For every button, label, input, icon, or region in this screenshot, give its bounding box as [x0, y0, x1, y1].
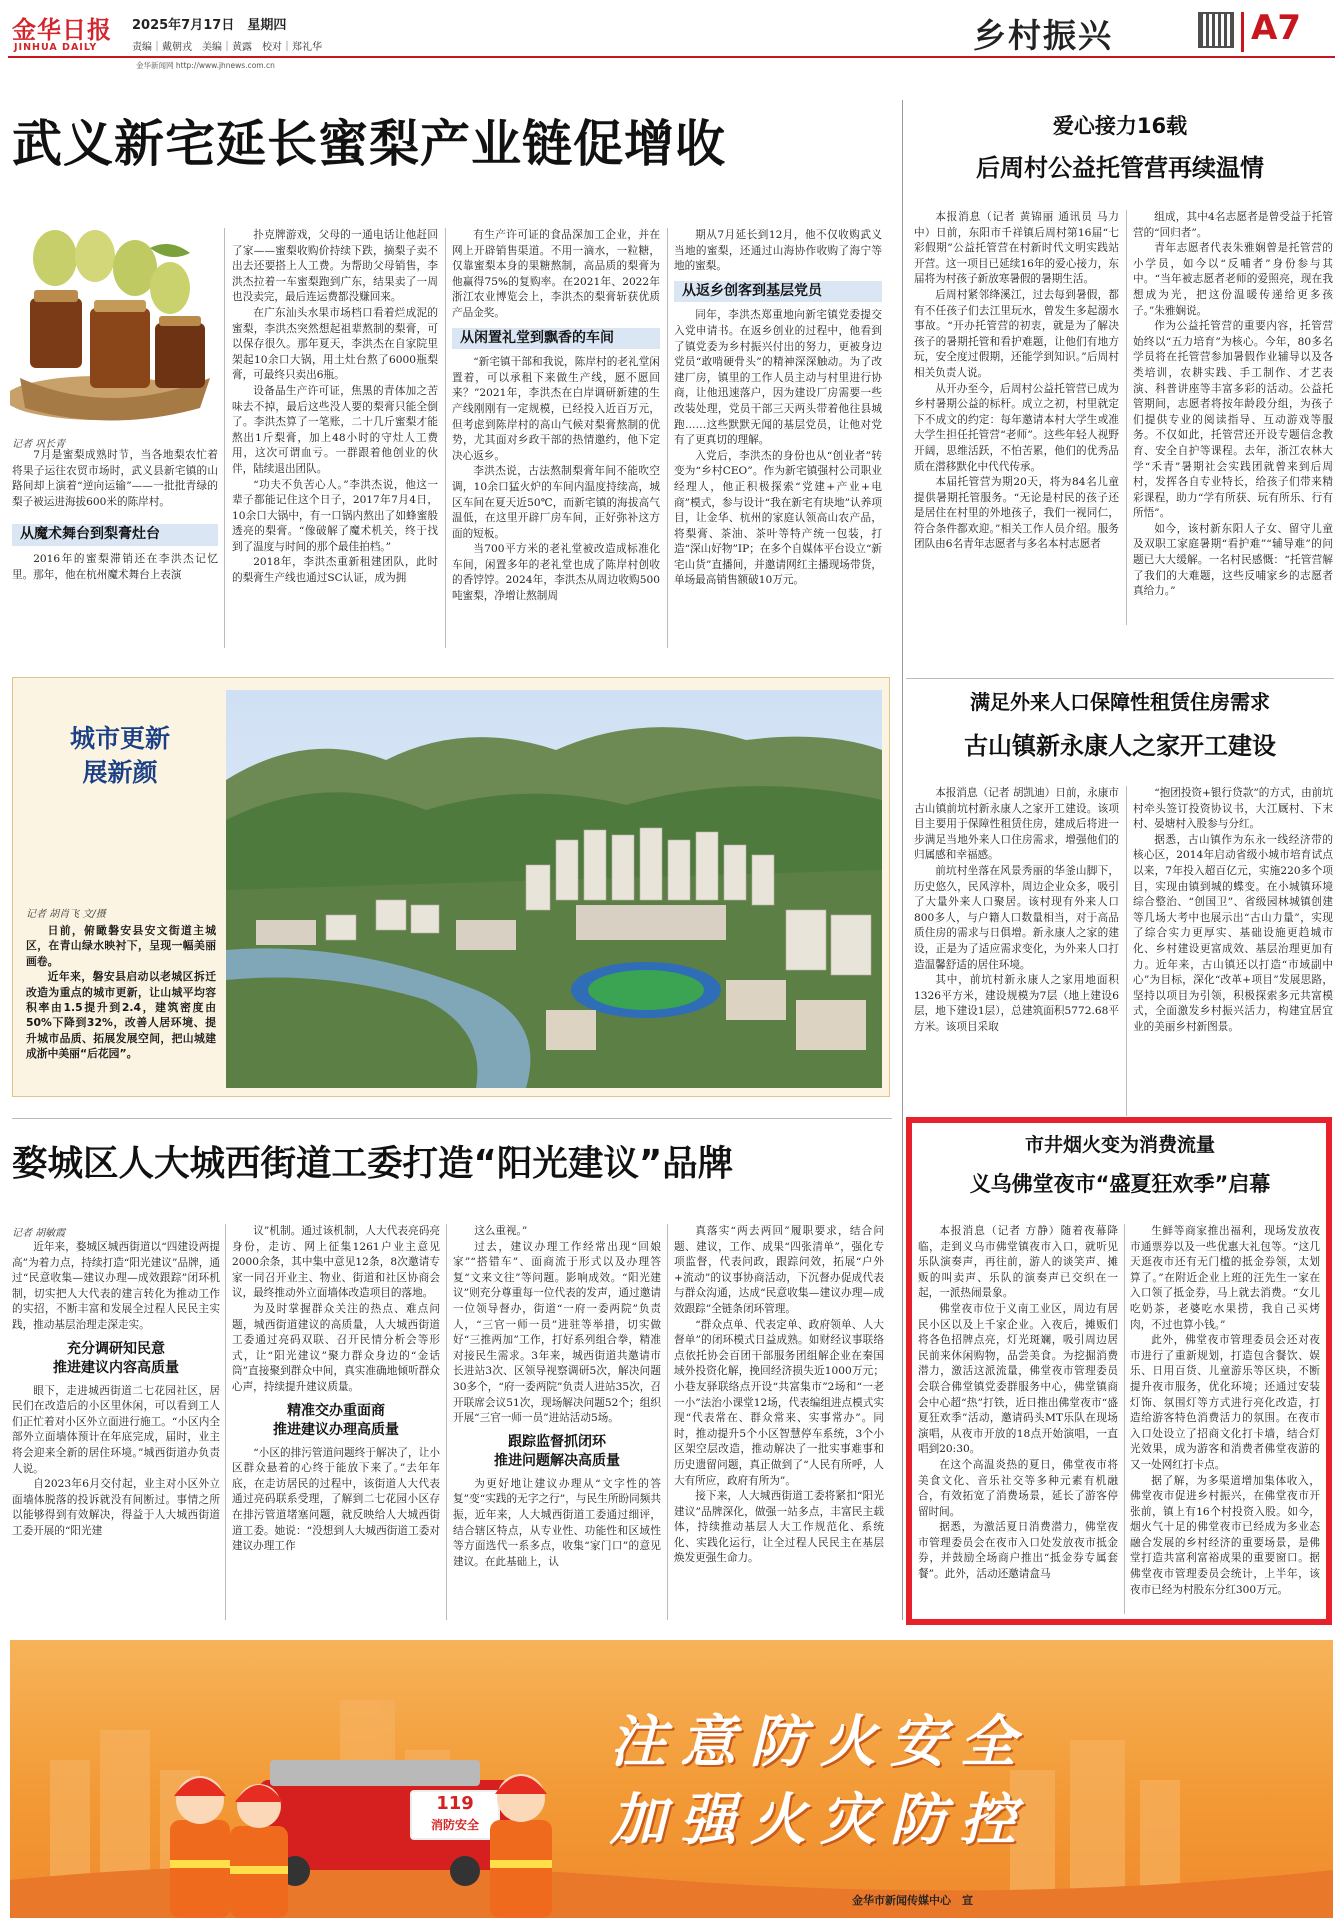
logo: 金华日报 [12, 15, 112, 44]
editors-line: 责编｜戴朝戎 美编｜黄露 校对｜郑礼华 [132, 42, 322, 53]
firefighters-illustration [150, 1740, 570, 1918]
rule [446, 1224, 447, 1620]
a3-headline: 城市更新 展新颜 [69, 724, 170, 787]
a4-column-2: “抱团投资+银行贷款”的方式，由前坑村牵头签订投资协议书，大江厩村、下末村、晏塘村入股参与分红。 据悉，古山镇作为东永一线经济带的核心区，2014年启动省级小城市培育试点以来，7年投入超百亿元，实施220多个项目，实现由镇到城的蝶变。在小城镇环境综合整治、“创国卫”、省级园林城镇创建等几场大考中也展示出“古山力量”，实现了综合实力更厚实、基础设施更趋城市化、乡村建设更富成效、基层治理更加有力。近年来，古山镇还以打造“市域副中心”为目标，深化“改革+项目”发展思路，坚持以项目为引领，积极探索多元共富模式，全面激发乡村振兴活力，构建宜居宜业的美丽乡村新图景。 [1133, 787, 1333, 1033]
a6-headline-1: 市井烟火变为消费流量 [1024, 1134, 1215, 1156]
masthead [8, 8, 1335, 70]
website-line: 金华新闻网 http://www.jhnews.com.cn [136, 61, 275, 70]
subheading-magic-stage: 从魔术舞台到梨膏灶台 [12, 524, 218, 546]
rule [1124, 1224, 1125, 1614]
subheading-research: 充分调研知民意 推进建议内容高质量 [53, 1340, 179, 1376]
logo-en: JINHUA DAILY [14, 42, 98, 53]
a5-column-4: 真落实“两去两回”履职要求，结合问题、建议，工作、成果“四张清单”，强化专项监督，代表问政，跟踪问效，拓展“户外+流动”的议事协商活动，下沉督办促成代表与群众沟通，达成“民意收集—建议办理—成效跟踪”全链条闭环管理。 “群众点单、代表定单、政府领单、人大督单”的闭环模式日益成熟。如财经议事联络点依托协会百团干部服务团组解企业在秦国域外投资化解，挽回经济损失近1000万元；小巷友驿联络点开设“共富集市”2场和“一老一小”法治小课堂12场，代表编组进点模式实现“代表常在、群众常来、实事常办”。同时，推动提升5个小区智慧停车系统，3个小区架空层改造，推动解决了一批实事难事和历史遗留问题，真正做到了“人民有所呼，人大有所应，政府有所为”。 接下来，人大城西街道工委将紧扣“阳光建议”品牌深化，做强一站多点，丰富民主载体，持续推动基层人大工作规范化、系统化、实践化运行，让全过程人民民主在基层焕发更强生命力。 [674, 1225, 884, 1565]
pear-photo [10, 228, 218, 428]
subheading-supervise: 跟踪监督抓闭环 推进问题解决高质量 [494, 1433, 620, 1469]
ad-slogan-2: 加强火灾防控 [610, 1787, 1030, 1853]
rule [667, 1224, 668, 1620]
a5-column-3: 这么重视。” 过去，建议办理工作经常出现“回娘家”“搭错车”、面商流于形式以及办理答复“文来文往”等问题。影响成效。“阳光建议”则充分尊重每一位代表的发声，通过邀请一位领导督办，街道“一府一委两院”负责人，“三官一师一员”进驻等举措，切实做好“三推两加”工作，打好系列组合拳，精准对接民生需求。3年来，城西街道共邀请市长进站3次、区领导视察调研5次，解决问题30多个，“府一委两院”负责人进站35次，召开联席会议51次，现场解决问题52个；组织开展“三官一师一员”进站活动5场。 跟踪监督抓闭环 推进问题解决高质量 为更好地让建议办理从“文字性的答复”变“实践的无字之行”，与民生所盼同频共振，近年来，人大城西街道工委通过细评，结合辖区特点，从专业性、功能性和区域性等方面选代一系多点，收集“家门口”的意见建议。在此基础上，认 [453, 1225, 661, 1568]
a2-column-2: 组成，其中4名志愿者是曾受益于托管营的“回归者”。 青年志愿者代表朱雅娴曾是托管营的小学员，如今以“反哺者”身份参与其中。“当年被志愿者老师的爱照亮，现在我想成为光，把这份温暖传递给更多孩子。”朱雅娴说。 作为公益托管营的重要内容，托管营始终以“五力培育”为核心。今年，80多名学员将在托管营参加暑假作业辅导以及各类培训，农耕实践、手工制作、才艺表演、科普讲座等丰富多彩的活动。公益托管期间，志愿者将按年龄段分组，为孩子们提供专业的阅读指导、互动游戏等服务。不仅如此，托管营还开设专题信念教育、安全自护等课程。去年，浙江农林大学“禾青”暑期社会实践团就曾来到后周村，发挥各自专业特长，给孩子们带来精彩课程，助力“学有所获、玩有所乐、行有所悟”。 如今，该村新东阳人子女、留守儿童及双职工家庭暑期“看护难”“辅导难”的问题已大大缓解。一名村民感慨：“托管营解了我们的大难题，这些反哺家乡的志愿者真给力。” [1133, 211, 1333, 598]
a1-column-3: 有生产许可证的食品深加工企业，并在网上开辟销售渠道。不用一滴水，一粒糖，仅靠蜜梨本身的果糖熬制，高品质的梨膏为他赢得75%的复购率。在2021年、2022年浙江农业博览会上，李洪杰的梨膏斩获优质产品金奖。 从闲置礼堂到飘香的车间 “新宅镇干部和我说，陈岸村的老礼堂闲置着，可以承租下来做生产线，愿不愿回来？”2021年，李洪杰在白岸调研新建的生产线刚刚有一定规模，已经投入近百万元，但考虑到陈岸村的高山气候对梨膏熬制的优势，尤其面对乡政干部的热情邀约，他下定决心返乡。 李洪杰说，古法熬制梨膏年间不能吹空调，10余口猛火炉的车间内温度持续高，城区车间在夏天近50℃，而新宅镇的海拔高气温低，在这里开辟厂房车间，正好弥补这方面的短板。 当700平方米的老礼堂被改造成标准化车间，闲置多年的老礼堂也成了陈岸村创收的香饽饽。2024年，李洪杰从周边收购500吨蜜梨，净增让熬制周 [452, 229, 660, 603]
header-rule [8, 56, 1335, 58]
city-aerial-photo [226, 690, 882, 1088]
column-rule [902, 100, 903, 1620]
a5-column-2: 议”机制。通过该机制，人大代表亮码亮身份，走访、网上征集1261户业主意见2000余条，其中集中意见12条，8次邀请专家一同召开业主、物业、街道和社区协商会议，最终推动外立面墙体改造项目的落地。 为及时掌握群众关注的热点、难点问题，城西街道建议的高质量，人大城西街道工委通过亮码双联、召开民情分析会等形式，让“阳光建议”聚力群众身边的“金话筒”直接聚到群众中间，真实准确地倾听群众心声，持续提升建议质量。 精准交办重面商 推进建议办理高质量 “小区的排污管道问题终于解决了，让小区群众悬着的心终于能放下来了。”去年年底，在走访居民的过程中，该街道人大代表通过亮码联系受理，了解到二七花园小区存在排污管道堵塞问题，就反映给人大城西街道工委。她说：“没想到人大城西街道工委对建议办理工作 [232, 1225, 440, 1553]
a4-headline-1: 满足外来人口保障性租赁住房需求 [970, 690, 1270, 714]
rule [667, 228, 668, 648]
rule [445, 228, 446, 648]
qr-code [1198, 12, 1234, 48]
rule [225, 1224, 226, 1620]
a3-caption: 日前，俯瞰磐安县安文街道主城区，在青山绿水映衬下，呈现一幅美丽画卷。 近年来，磐安县启动以老城区拆迁改造为重点的城市更新，让山城平均容积率由1.5提升到2.4，建筑密度由50%下降到32%，改善人居环境、提升城市品质、拓展发展空间，把山城建成浙中美丽“后花园”。 [26, 924, 216, 1061]
a5-column-1: 近年来，婺城区城西街道以“四建设两提高”为着力点，持续打造“阳光建议”品牌，通过“民意收集—建议办理—成效跟踪”闭环机制，切实把人大代表的建言转化为推动工作的实招，不断丰富和发展全过程人民民主实践，推动基层治理走深走实。 充分调研知民意 推进建议内容高质量 眼下，走进城西街道二七花园社区，居民们在改造后的小区里休闲，可以看到工人们正忙着对小区外立面进行施工。“小区内全部外立面墙体预计在年底完成，届时，业主将会迎来全新的居住环境。”城西街道办负责人说。 自2023年6月交付起，业主对小区外立面墙体脱落的投诉就没有间断过。事情之所以能够得到有效解决，得益于人大城西街道工委开展的“阳光建 [12, 1241, 220, 1537]
ad-slogan-1: 注意防火安全 [610, 1709, 1030, 1775]
a4-headline-2: 古山镇新永康人之家开工建设 [964, 732, 1276, 760]
a2-column-1: 本报消息（记者 黄锦丽 通讯员 马力中）日前，东阳市千祥镇后周村第16届“七彩假期”公益托管营在村新时代文明实践站开营。这一项目已延续16年的爱心接力，东届将为村孩子新放寒暑假的暑期生活。 后周村紧邻绛溪江，过去每到暑假，都有不任孩子们去江里玩水，曾发生多起溺水事故。“开办托管营的初衷，就是为了解决孩子的暑期托管和看护难题，让他们有地方玩，安全度过假期，还能学到知识。”后周村相关负责人说。 从开办至今，后周村公益托管营已成为乡村暑期公益的标杆。成立之初，村里就定下不成文的约定：每年邀请本村大学生或准大学生担任托管营“老师”。这些年轻人视野开阔，思维活跃，不怕苦累，他们的优秀品质在潜移默化中代代传承。 本届托管营为期20天，将为84名儿童提供暑期托管服务。“无论是村民的孩子还是居住在村里的外地孩子，我们一视同仁，符合条件都欢迎。”相关工作人员介绍。服务团队由6名青年志愿者与多名本村志愿者 [914, 211, 1119, 551]
a5-headline: 婺城区人大城西街道工委打造“阳光建议”品牌 [12, 1143, 734, 1184]
fire-safety-ad [10, 1640, 1333, 1918]
rule [1126, 786, 1127, 1116]
a1-column-4: 期从7月延长到12月，他不仅收购武义当地的蜜梨，还通过山海协作收购了海宁等地的蜜梨。 从返乡创客到基层党员 同年，李洪杰郑重地向新宅镇党委提交入党申请书。在返乡创业的过程中，他看到了镇党委为乡村振兴付出的努力，更被身边党员“敢啃硬骨头”的精神深深触动。为了改建厂房，镇里的工作人员主动与村里进行协商，让他迅速落户，因为建设厂房需要一些改装处理，党员干部三天两头带着他往县城跑……这些默默无闻的基层党员，让他对党有了更真切的理解。 入党后，李洪杰的身份也从“创业者”转变为“乡村CEO”。作为新宅镇强村公司职业经理人，他正积极探索“党建+产业+电商”模式，参与设计“我在新宅有块地”认养项目，让金华、杭州的家庭认领高山农产品，将梨膏、茶油、茶叶等特产统一包装，打造“深山好物”IP；在多个自媒体平台设立“新宅山货”直播间，并邀请网红主播现场带货，单场最高销售额破10万元。 [674, 229, 882, 587]
a1-column-1: 7月是蜜梨成熟时节，当各地梨农忙着将果子运往农贸市场时，武义县新宅镇的山路间却上演着“逆向运输”——一批批青绿的梨子被运进海拔600米的陈岸村。 从魔术舞台到梨膏灶台 2016年的蜜梨滞销还在李洪杰记忆里。那年，他在杭州魔术舞台上表演 [12, 449, 218, 581]
rule [12, 1118, 892, 1119]
a2-headline-2: 后周村公益托管营再续温情 [976, 154, 1264, 182]
ad-footer: 金华市新闻传媒中心 宣 [852, 1894, 973, 1907]
section-title: 乡村振兴 [973, 16, 1113, 55]
a2-headline-1: 爱心接力16载 [1052, 114, 1188, 138]
article-pear-headline: 武义新宅延长蜜梨产业链促增收 [12, 115, 726, 173]
photo-credit: 记者 巩长青 [12, 439, 66, 450]
a3-credit: 记者 胡肖飞 文/摄 [26, 909, 106, 920]
page-divider [1241, 12, 1244, 52]
a6-column-2: 生鲜等商家推出福利，现场发放夜市通票券以及一些优惠大礼包等。“这几天逛夜市还有无门槛的抵金券领，太划算了。”在附近企业上班的汪先生一家在入口领了抵金券，马上就去消费。“女儿吃奶茶，老婆吃水果捞，我自己买烤肉，不过也算小钱。” 此外，佛堂夜市管理委员会还对夜市进行了重新规划，打造包含餐饮、娱乐、日用百货、儿童游乐等区块，不断提升夜市服务，优化环境；还通过安装灯饰、氛围灯等方式进行亮化改造，打造给游客特色消费活力的氛围。在夜市入口处设立了招商文化打卡墙，结合灯光效果，成为游客和消费者佛堂夜游的又一处网红打卡点。 据了解，为多渠道增加集体收入，佛堂夜市促进乡村振兴，在佛堂夜市开张前，镇上有16个村投资入股。如今，烟火气十足的佛堂夜市已经成为多业态融合发展的乡村经济的重要场景，是佛堂打造共富利富裕成果的重要窗口。据佛堂夜市管理委员会统计，上半年，该夜市已经为村股东分红300万元。 [1130, 1225, 1320, 1596]
issue-date: 2025年7月17日 星期四 [132, 18, 287, 33]
a4-column-1: 本报消息（记者 胡凯迪）日前，永康市古山镇前坑村新永康人之家开工建设。该项目主要用于保障性租赁住房，建成后将进一步满足当地外来人口住房需求，增强他们的归属感和幸福感。 前坑村坐落在风景秀丽的华釜山脚下，历史悠久，民风淳朴，周边企业众多，吸引了大量外来人口聚居。该村现有外来人口800多人，与户籍人口数量相当，对于高品质住房的需求与日俱增。新永康人之家的建设，正是为了适应需求变化，为外来人口打造温馨舒适的居住环境。 其中，前坑村新永康人之家用地面积1326平方米，建设规模为7层（地上建设6层，地下建设1层），总建筑面积5772.68平方米。该项目采取 [914, 787, 1119, 1033]
a6-headline-2: 义乌佛堂夜市“盛夏狂欢季”启幕 [969, 1172, 1271, 1196]
truck-label: 消防安全 [430, 1818, 479, 1832]
subheading-assign: 精准交办重面商 推进建议办理高质量 [273, 1402, 399, 1438]
rule [1126, 210, 1127, 625]
a6-column-1: 本报消息（记者 方静）随着夜幕降临，走到义乌市佛堂镇夜市入口，就听见乐队演奏声，再往前，游人的谈笑声、摊贩的叫卖声、乐队的演奏声已交织在一起，一派热闹景象。 佛堂夜市位于义南工业区，周边有居民小区以及上千家企业。入夜后，摊贩们将各色招牌点亮，灯光斑斓，吸引周边居民前来休闲购物，品尝美食。为挖掘消费潜力，激活这派流量，佛堂夜市管理委员会联合佛堂镇党委群服务中心，佛堂镇商会中心超“热”打铁，近日推出佛堂夜市“盛夏狂欢季”活动，邀请码头MT乐队在现场演唱，从夜市开放的18点开始演唱，一直唱到20:30。 在这个高温炎热的夏日，佛堂夜市将美食文化、音乐社交等多种元素有机融合，有效拓宽了消费场景，延长了游客停留时间。 据悉，为激活夏日消费潜力，佛堂夜市管理委员会在夜市入口处发放夜市抵金券，并鼓励全场商户推出“抵金券专属套餐”。此外，活动还邀请盒马 [918, 1225, 1118, 1581]
subheading-idle-hall: 从闲置礼堂到飘香的车间 [452, 328, 660, 350]
rule [906, 678, 1334, 679]
rule [224, 228, 225, 648]
subheading-party-member: 从返乡创客到基层党员 [674, 281, 882, 303]
page-number: A7 [1251, 8, 1301, 48]
truck-119: 119 [436, 1793, 474, 1814]
a1-column-2: 扑克牌游戏，父母的一通电话让他赶回了家——蜜梨收购价持续下跌，摘梨子卖不出去还要搭上人工费。为帮助父母销售，李洪杰拉着一车蜜梨跑到广东，结果卖了一周也没卖完，最后连运费都没赚回来。 在广东汕头水果市场档口看着烂成泥的蜜梨，李洪杰突然想起祖辈熬制的梨膏，可以保存很久。那年夏天，李洪杰在自家院里架起10余口大锅，用土灶台熬了6000瓶梨膏，可最终只卖出6瓶。 设备晶生产许可证，焦黑的青体加之苦味去不掉，最后这些没人要的梨膏只能全倒了。李洪杰算了一笔账，二十几斤蜜梨才能熬出1斤梨膏，加上48小时的守灶人工费用，这次可谓血亏。一群跟着他创业的伙伴，陆续退出团队。 “功夫不负苦心人。”李洪杰说，他这一辈子都能记住这个日子，2017年7月4日，10余口大锅中，有一口锅内熬出了如蜂蜜般透亮的梨膏。“像破解了魔术机关，终于找到了温度与时间的那个最佳拍档。” 2018年，李洪杰重新租建团队，此时的梨膏生产线也通过SC认证，成为拥 [232, 229, 438, 585]
a5-byline: 记者 胡敏霞 [12, 1228, 66, 1239]
